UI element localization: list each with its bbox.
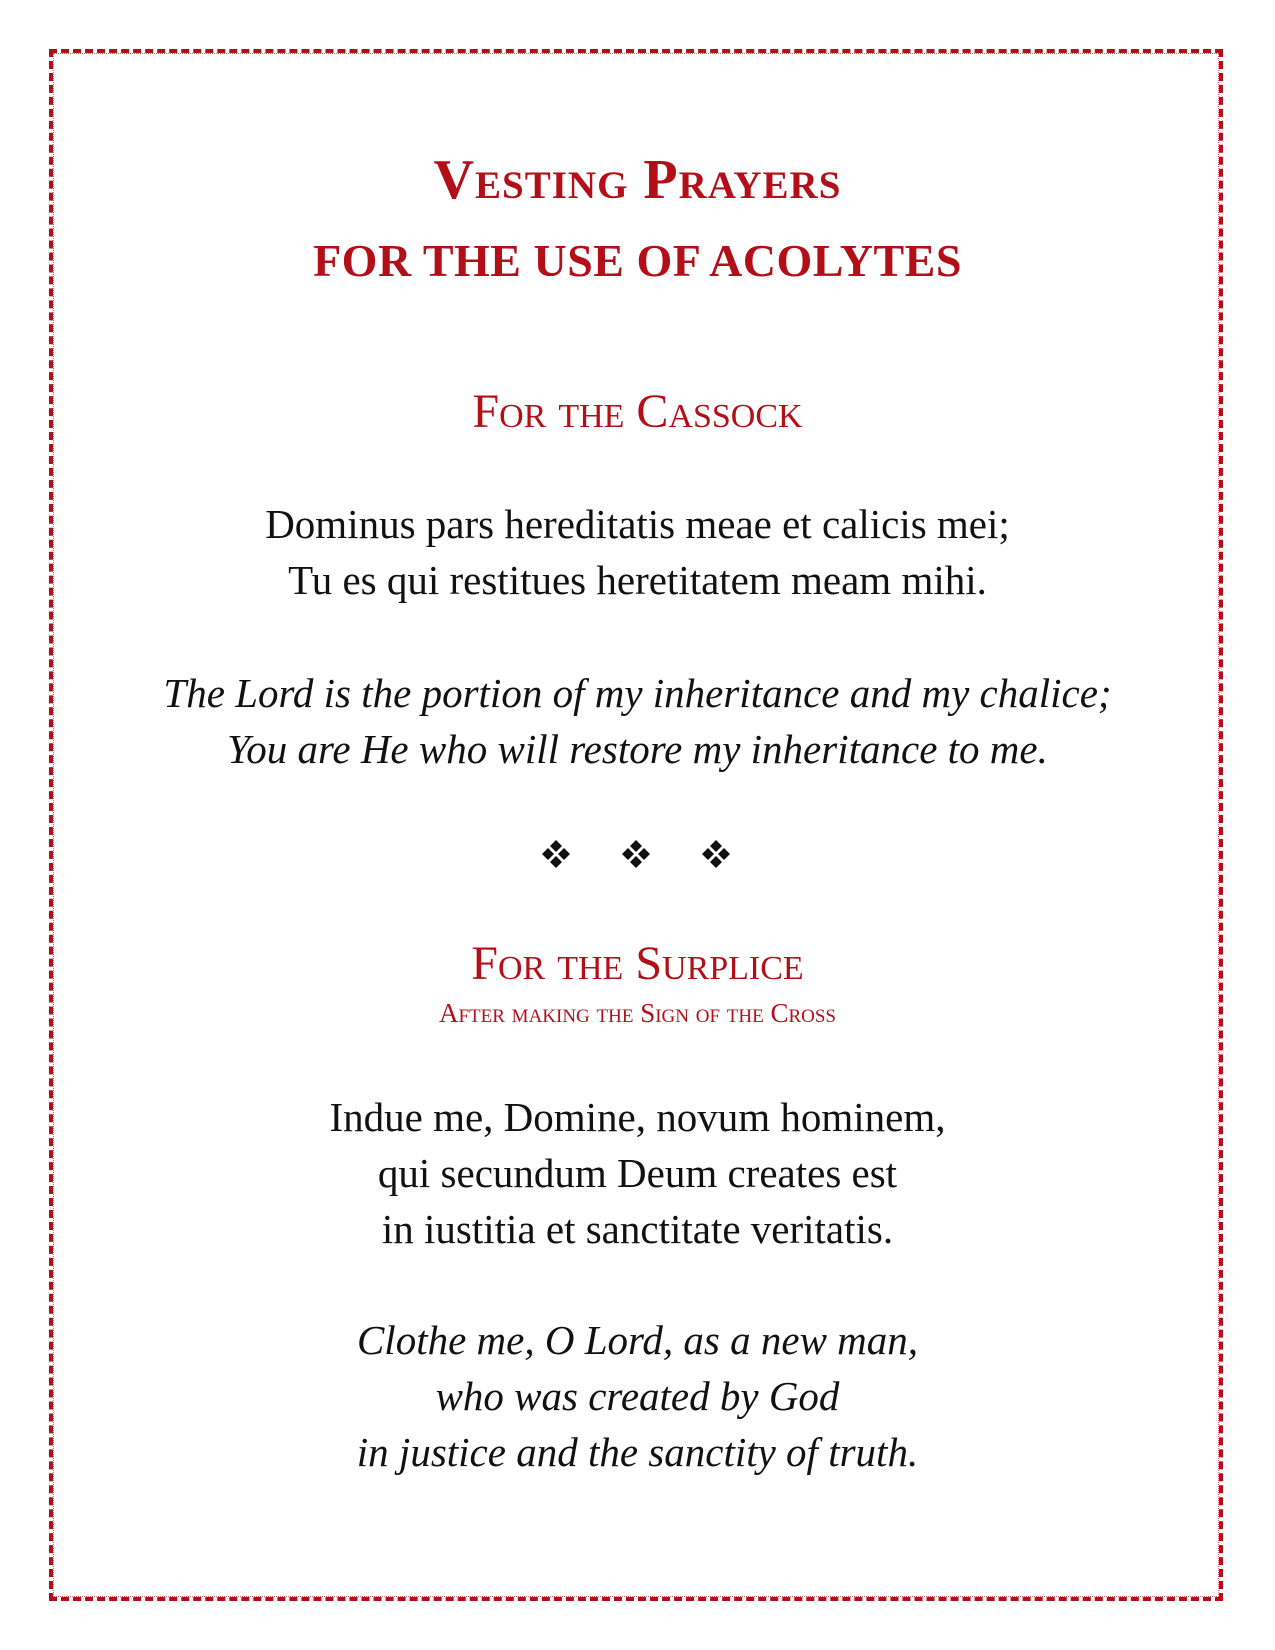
cassock-latin-line-2: Tu es qui restitues heretitatem meam mihi. (288, 557, 987, 603)
page-subtitle: FOR THE USE OF ACOLYTES (313, 235, 962, 286)
surplice-english-line-1: Clothe me, O Lord, as a new man, (356, 1317, 919, 1363)
cassock-english-prayer (0, 665, 1275, 777)
cassock-english-line-1: The Lord is the portion of my inheritance and my chalice; (163, 670, 1112, 716)
cassock-latin-line-1: Dominus pars hereditatis meae et calicis mei; (265, 501, 1010, 547)
surplice-heading: For the Surplice (471, 937, 804, 990)
section-divider (0, 838, 1275, 878)
surplice-english-line-2: who was created by God (435, 1373, 840, 1419)
cassock-latin-prayer (0, 496, 1275, 608)
surplice-english-line-3: in justice and the sanctity of truth. (356, 1429, 919, 1475)
surplice-english-prayer (0, 1312, 1275, 1480)
surplice-latin-prayer (0, 1089, 1275, 1257)
surplice-latin-line-1: Indue me, Domine, novum hominem, (329, 1094, 946, 1140)
cassock-english-line-2: You are He who will restore my inheritance to me. (227, 726, 1048, 772)
cassock-heading: For the Cassock (472, 385, 803, 438)
surplice-subheading: After making the Sign of the Cross (438, 998, 837, 1028)
four-diamond-ornament-icon (540, 838, 572, 870)
four-diamond-ornament-icon (700, 838, 732, 870)
page-title: Vesting Prayers (433, 149, 842, 211)
surplice-latin-line-2: qui secundum Deum creates est (377, 1150, 898, 1196)
surplice-latin-line-3: in iustitia et sanctitate veritatis. (381, 1206, 894, 1252)
four-diamond-ornament-icon (620, 838, 652, 870)
